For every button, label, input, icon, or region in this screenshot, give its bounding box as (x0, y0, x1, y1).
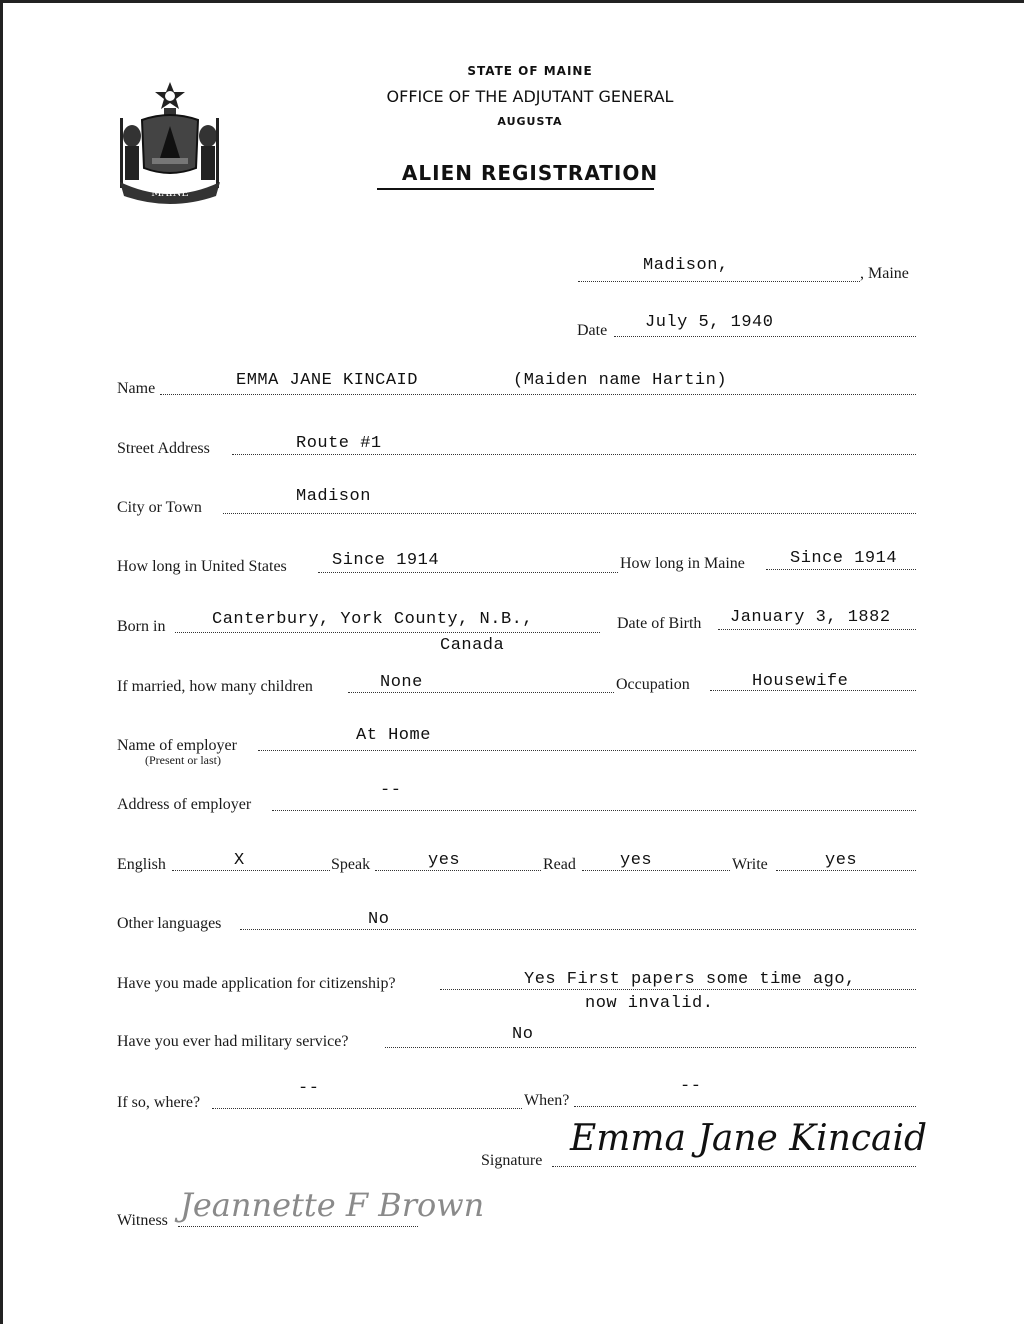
other-languages-line (240, 929, 916, 930)
english-line (172, 870, 330, 871)
employer-label: Name of employer (117, 737, 237, 754)
other-languages-value: No (368, 910, 390, 929)
date-label: Date (577, 322, 608, 339)
read-value: yes (620, 851, 653, 870)
military-label: Have you ever had military service? (117, 1033, 349, 1050)
where-label: If so, where? (117, 1094, 201, 1111)
english-value: X (234, 851, 245, 870)
write-label: Write (732, 856, 768, 873)
dob-value: January 3, 1882 (730, 608, 891, 627)
city-label: City or Town (117, 499, 202, 516)
street-line (232, 454, 916, 455)
when-value: -- (680, 1077, 702, 1096)
when-line (574, 1106, 916, 1107)
name-label: Name (117, 380, 156, 397)
children-value: None (380, 673, 423, 692)
signature-value: Emma Jane Kincaid (570, 1118, 928, 1159)
employer-sublabel: (Present or last) (145, 753, 221, 767)
speak-label: Speak (331, 856, 371, 873)
city-value: Madison (296, 487, 371, 506)
place-line (578, 281, 860, 282)
place-suffix: , Maine (860, 265, 909, 282)
name-value: EMMA JANE KINCAID (236, 371, 418, 390)
speak-line (375, 870, 541, 871)
place-value: Madison, (643, 256, 729, 275)
title-underline (377, 188, 654, 190)
witness-value: Jeannette F Brown (180, 1186, 485, 1224)
signature-line (552, 1166, 916, 1167)
office-heading: OFFICE OF THE ADJUTANT GENERAL (386, 87, 674, 106)
citizenship-value-line2: now invalid. (585, 994, 714, 1013)
english-label: English (117, 856, 166, 873)
form-title: ALIEN REGISTRATION (401, 161, 659, 185)
read-label: Read (543, 856, 576, 873)
speak-value: yes (428, 851, 461, 870)
where-line (212, 1108, 522, 1109)
military-value: No (512, 1025, 534, 1044)
name-line (160, 394, 916, 395)
maine-duration-label: How long in Maine (620, 555, 745, 572)
svg-text:MAINE: MAINE (151, 188, 189, 199)
other-languages-label: Other languages (117, 915, 222, 932)
maine-duration-value: Since 1914 (790, 549, 898, 568)
where-value: -- (298, 1079, 320, 1098)
witness-label: Witness (117, 1212, 168, 1229)
state-seal-image (112, 78, 228, 208)
born-label: Born in (117, 618, 166, 635)
signature-label: Signature (481, 1152, 543, 1169)
citizenship-line (440, 989, 916, 990)
read-line (582, 870, 730, 871)
witness-line (178, 1226, 418, 1227)
children-label: If married, how many children (117, 678, 313, 695)
maine-duration-line (766, 569, 916, 570)
state-heading: STATE OF MAINE (467, 64, 593, 78)
dob-line (718, 629, 916, 630)
dob-label: Date of Birth (617, 615, 702, 632)
street-label: Street Address (117, 440, 210, 457)
date-line (614, 336, 916, 337)
born-value-line2: Canada (440, 636, 505, 655)
street-value: Route #1 (296, 434, 382, 453)
write-line (776, 870, 916, 871)
born-line (175, 632, 600, 633)
citizenship-value: Yes First papers some time ago, (524, 970, 856, 989)
occupation-label: Occupation (616, 676, 690, 693)
maiden-name-value: (Maiden name Hartin) (513, 371, 728, 390)
employer-address-label: Address of employer (117, 796, 252, 813)
citizenship-label: Have you made application for citizenship? (117, 975, 396, 992)
children-line (348, 692, 614, 693)
employer-value: At Home (356, 726, 431, 745)
city-line (223, 513, 916, 514)
occupation-value: Housewife (752, 672, 849, 691)
employer-line (258, 750, 916, 751)
city-heading: AUGUSTA (497, 115, 563, 128)
born-value: Canterbury, York County, N.B., (212, 610, 534, 629)
employer-address-line (272, 810, 916, 811)
employer-address-value: -- (380, 781, 402, 800)
scan-edge-top (0, 0, 1024, 3)
when-label: When? (524, 1092, 570, 1109)
write-value: yes (825, 851, 858, 870)
us-duration-value: Since 1914 (332, 551, 440, 570)
us-duration-label: How long in United States (117, 558, 287, 575)
date-value: July 5, 1940 (645, 313, 774, 332)
military-line (385, 1047, 916, 1048)
us-duration-line (318, 572, 618, 573)
scan-edge-left (0, 0, 3, 1324)
